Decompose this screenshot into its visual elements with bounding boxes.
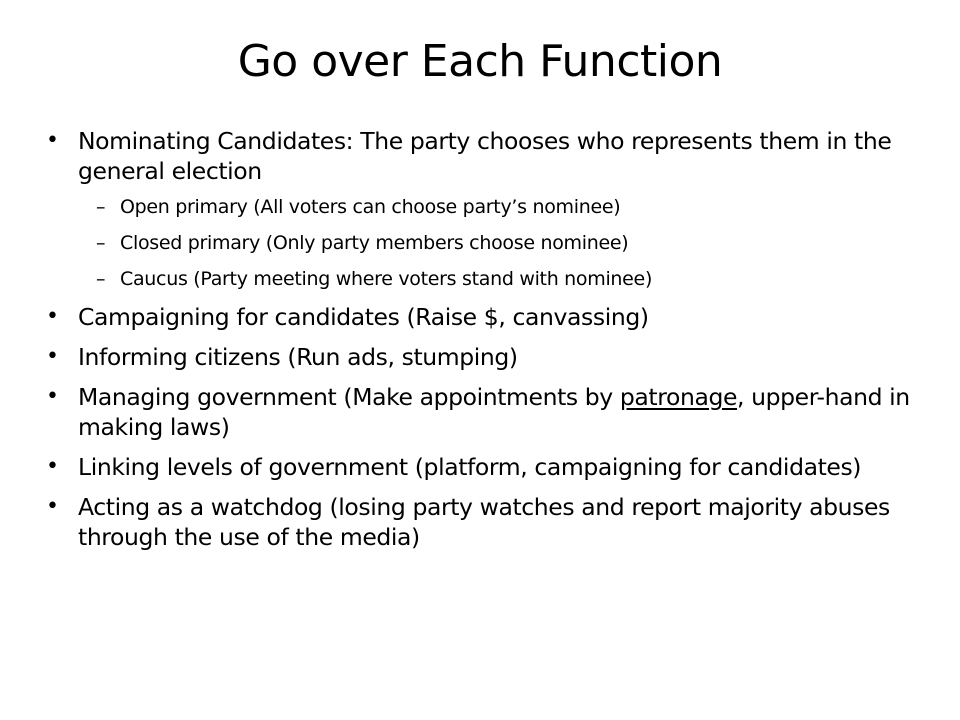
bullet-icon: •	[46, 454, 59, 479]
dash-icon: –	[96, 268, 106, 290]
bullet-managing-government	[46, 382, 926, 442]
bullet-icon: •	[46, 344, 59, 369]
bullet-informing-citizens	[46, 342, 926, 372]
sub-bullet-text: Caucus (Party meeting where voters stand with nominee)	[120, 268, 653, 290]
bullet-campaigning	[46, 302, 926, 332]
bullet-text: Acting as a watchdog (losing party watches and report majority abuses through the use of the media)	[78, 493, 890, 551]
bullet-icon: •	[46, 304, 59, 329]
sub-bullet-text: Closed primary (Only party members choose nominee)	[120, 232, 629, 254]
slide-title: Go over Each Function	[237, 36, 723, 87]
bullet-list	[46, 126, 926, 562]
bullet-linking-levels	[46, 452, 926, 482]
bullet-text-end: , upper-hand in making laws)	[78, 383, 910, 441]
bullet-text: Linking levels of government (platform, campaigning for candidates)	[78, 453, 862, 481]
bullet-icon: •	[46, 494, 59, 519]
bullet-text	[78, 383, 910, 441]
sub-bullet-closed-primary	[46, 230, 926, 256]
sub-bullet-text: Open primary (All voters can choose party’s nominee)	[120, 196, 621, 218]
bullet-text: Informing citizens (Run ads, stumping)	[78, 343, 518, 371]
bullet-icon: •	[46, 128, 59, 153]
bullet-nominating-candidates	[46, 126, 926, 186]
sub-bullet-caucus	[46, 266, 926, 292]
bullet-text-start: Managing government (Make appointments by	[78, 383, 620, 411]
underlined-term-patronage: patronage	[619, 383, 738, 411]
bullet-icon: •	[46, 384, 59, 409]
bullet-text: Nominating Candidates: The party chooses who represents them in the general election	[78, 127, 892, 185]
sub-bullet-open-primary	[46, 194, 926, 220]
dash-icon: –	[96, 232, 106, 254]
bullet-text: Campaigning for candidates (Raise $, canvassing)	[78, 303, 649, 331]
dash-icon: –	[96, 196, 106, 218]
sub-bullet-list	[46, 194, 926, 292]
bullet-watchdog	[46, 492, 926, 552]
